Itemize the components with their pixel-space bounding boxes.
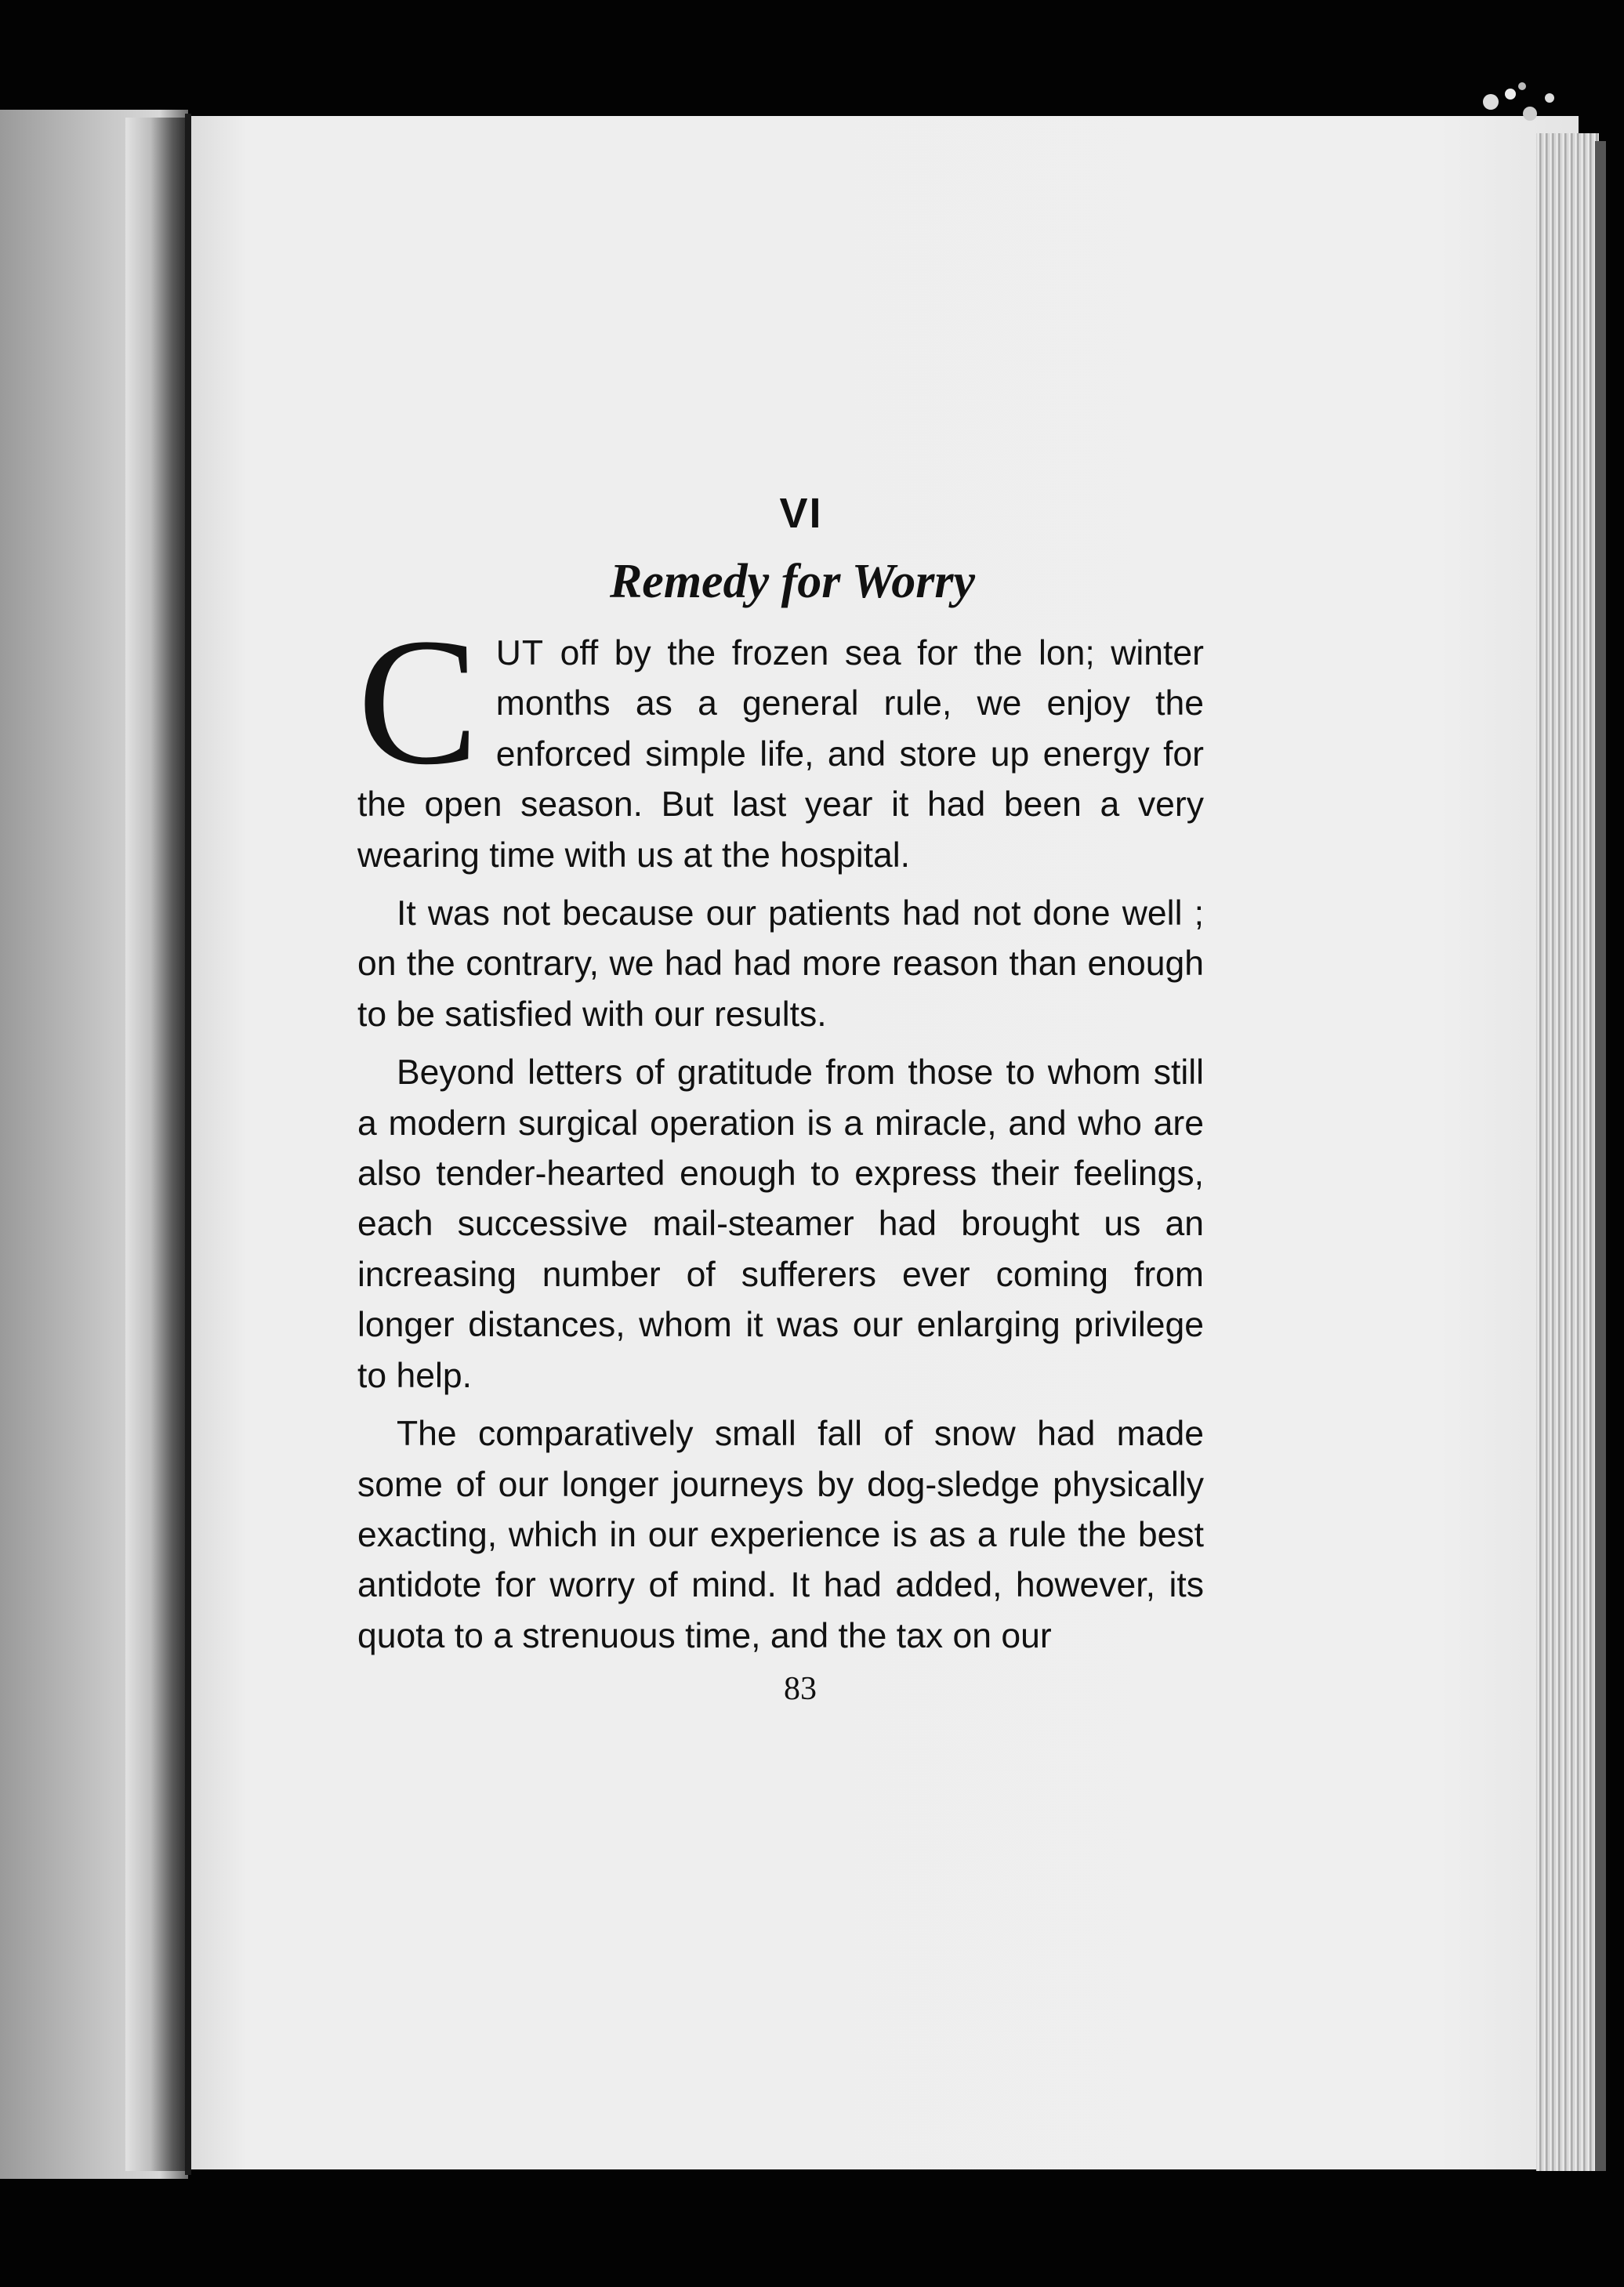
page-edge-shadow xyxy=(1595,141,1606,2171)
chapter-title: Remedy for Worry xyxy=(609,555,976,608)
drop-cap: C xyxy=(357,601,479,803)
paragraph-1-lead: UT xyxy=(495,634,545,672)
book-gutter xyxy=(125,118,188,2171)
scan-noise-specks xyxy=(1475,71,1569,141)
page-content xyxy=(357,486,1204,1709)
paragraph-1-text: off by the frozen sea for the lon; winter months as a general rule, we enjoy the enforced simple life, and store up energy for the open season. But last year it had been a very wearing time with us at the hospital. xyxy=(357,634,1204,875)
gutter-shadow xyxy=(185,114,191,2175)
paragraph-3: Beyond letters of gratitude from those to whom still a modern surgical operation is a miracle, and who are also tender-hearted enough to express their feelings, each successive mail-steamer had brought us an increasing number of sufferers ever coming from longer distances, whom it was our enlarging privilege to help. xyxy=(357,1053,1204,1395)
paragraph-1 xyxy=(357,601,1204,881)
paragraph-2: It was not because our patients had not done well ; on the contrary, we had had more reason than enough to be satisfied with our results. xyxy=(357,894,1204,1034)
page-edge-stack xyxy=(1536,133,1599,2171)
page-number: 83 xyxy=(784,1671,817,1708)
paragraph-4: The comparatively small fall of snow had made some of our longer journeys by dog-sledge physically exacting, which in our experience is as a rule the best antidote for worry of mind. It had added, however, its quota to a strenuous time, and the tax on our xyxy=(357,1415,1204,1655)
body-text xyxy=(357,601,1204,1662)
chapter-number: VI xyxy=(779,490,823,537)
